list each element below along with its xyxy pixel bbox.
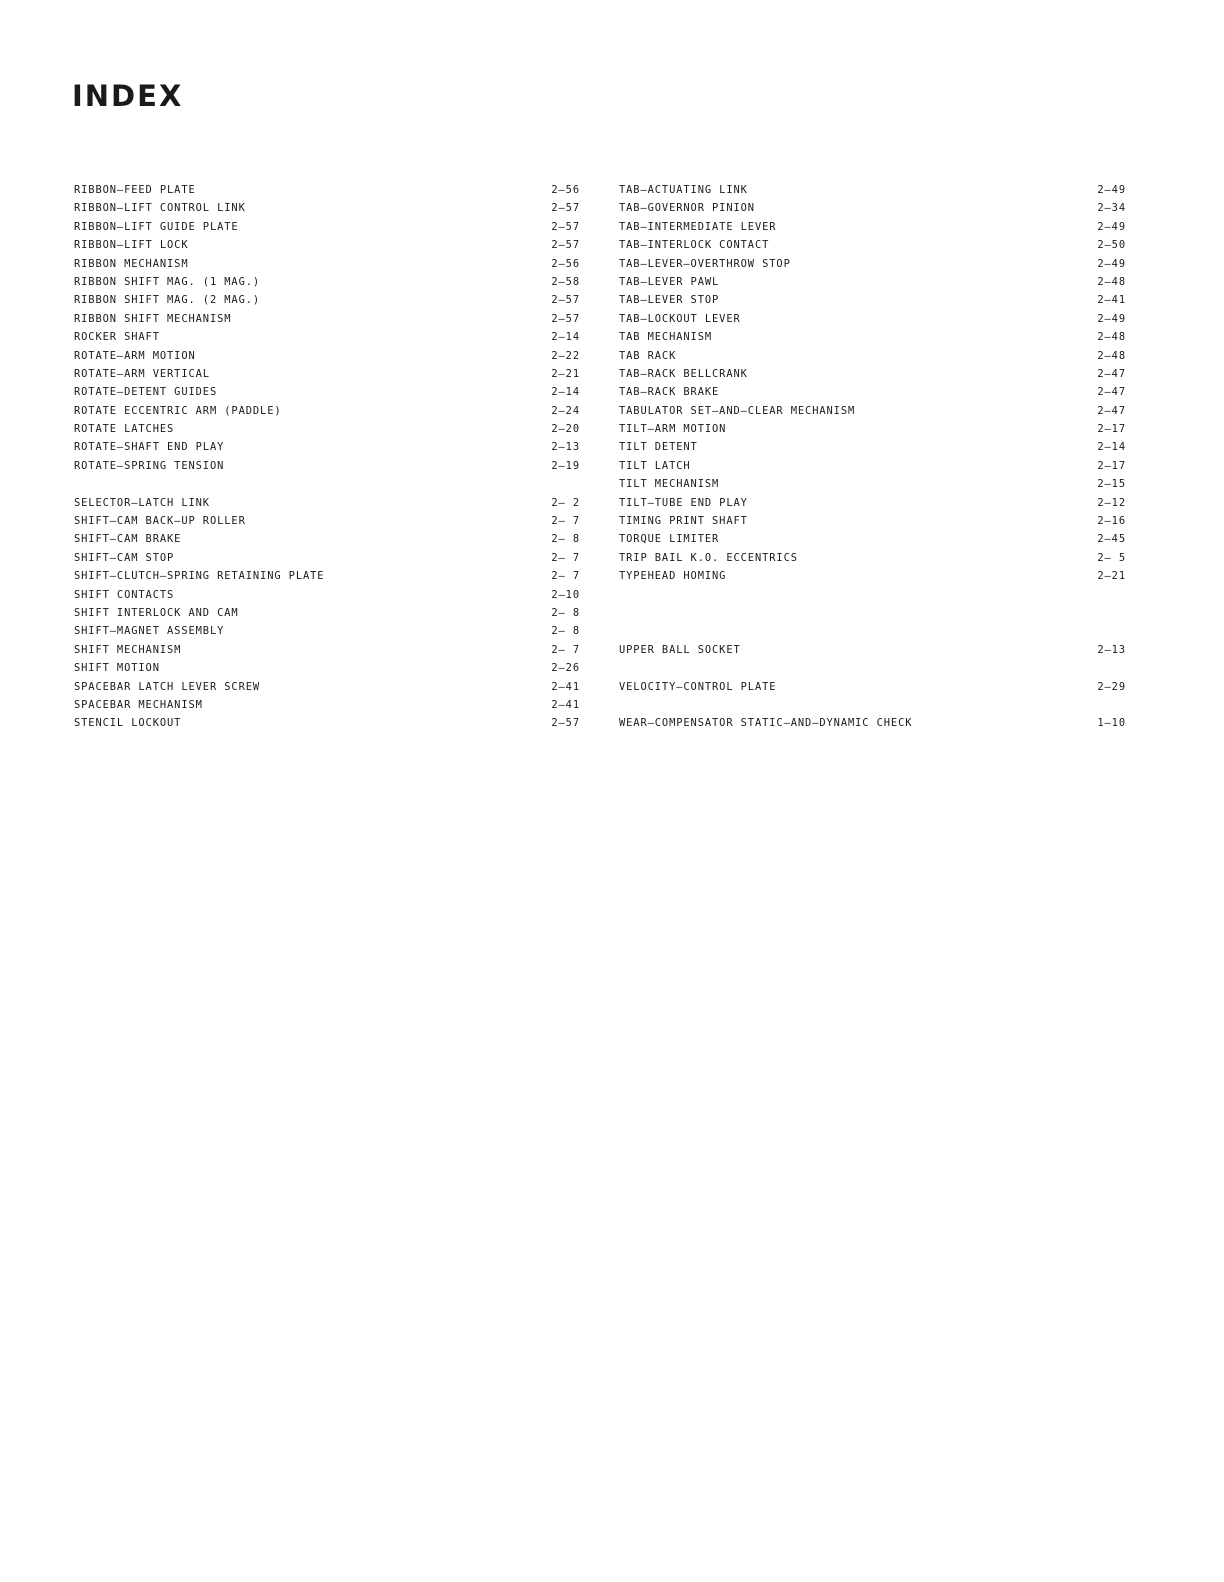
dot-leader [730, 567, 1082, 579]
dot-leader [164, 328, 536, 340]
index-entry [619, 641, 1126, 659]
index-page-ref: 2–14 [551, 331, 580, 344]
index-term: SHIFT–CAM BACK–UP ROLLER [74, 515, 246, 528]
index-entry [619, 365, 1126, 383]
index-term: ROTATE–ARM MOTION [74, 349, 196, 362]
index-page-ref: 2–21 [1097, 570, 1126, 583]
index-entry [619, 218, 1126, 236]
dot-leader [780, 218, 1082, 230]
index-entry [74, 438, 580, 456]
index-term: SHIFT–CAM BRAKE [74, 533, 182, 546]
index-entry [74, 181, 580, 199]
dot-leader [328, 567, 536, 579]
index-term: ROTATE–ARM VERTICAL [74, 367, 210, 380]
index-entry [619, 347, 1126, 365]
dot-leader [723, 291, 1082, 303]
index-page-ref: 2–47 [1097, 367, 1126, 380]
index-entry [74, 696, 580, 714]
dot-leader [716, 328, 1082, 340]
index-entry [619, 475, 1126, 493]
index-entry [74, 291, 580, 309]
index-page-ref: 2– 7 [551, 551, 580, 564]
index-entry [74, 494, 580, 512]
index-entry [619, 199, 1126, 217]
index-page-ref: 2–56 [551, 184, 580, 196]
index-term: TILT DETENT [619, 441, 698, 454]
index-term: TAB–INTERMEDIATE LEVER [619, 220, 777, 233]
index-term: UPPER BALL SOCKET [619, 643, 741, 656]
index-term: RIBBON SHIFT MECHANISM [74, 312, 232, 325]
index-term: ROTATE–SHAFT END PLAY [74, 441, 225, 454]
dot-leader [228, 457, 536, 469]
dot-leader [795, 255, 1082, 267]
index-page-ref: 2–49 [1097, 184, 1126, 196]
dot-leader [185, 714, 536, 726]
dot-leader [250, 512, 536, 524]
index-term: TAB–ACTUATING LINK [619, 184, 748, 196]
index-term: RIBBON SHIFT MAG. (2 MAG.) [74, 294, 261, 307]
index-term: TORQUE LIMITER [619, 533, 720, 546]
index-term: RIBBON–LIFT CONTROL LINK [74, 202, 246, 215]
index-entry [619, 255, 1126, 273]
index-term: SHIFT MECHANISM [74, 643, 182, 656]
index-entry [619, 383, 1126, 401]
dot-leader [859, 402, 1082, 414]
index-term: TAB RACK [619, 349, 677, 362]
index-page-ref: 2–48 [1097, 275, 1126, 288]
index-page-ref: 2–57 [551, 312, 580, 325]
index-entry [619, 273, 1126, 291]
index-term: TILT LATCH [619, 459, 691, 472]
section-gap [74, 475, 580, 493]
section-gap [619, 586, 1126, 623]
index-page-ref: 2–48 [1097, 331, 1126, 344]
dot-leader [759, 199, 1082, 211]
dot-leader [730, 420, 1082, 432]
index-term: TABULATOR SET–AND–CLEAR MECHANISM [619, 404, 856, 417]
index-entry [74, 567, 580, 585]
index-term: SHIFT INTERLOCK AND CAM [74, 606, 239, 619]
index-page-ref: 2–49 [1097, 257, 1126, 270]
dot-leader [695, 457, 1082, 469]
index-term: TILT–TUBE END PLAY [619, 496, 748, 509]
index-entry [619, 714, 1126, 732]
index-term: SHIFT–CAM STOP [74, 551, 175, 564]
index-page-ref: 2–13 [551, 441, 580, 454]
index-term: SELECTOR–LATCH LINK [74, 496, 210, 509]
dot-leader [185, 530, 536, 542]
index-page-ref: 2–50 [1097, 239, 1126, 252]
index-term: TIMING PRINT SHAFT [619, 515, 748, 528]
index-page-ref: 2–29 [1097, 680, 1126, 693]
index-term: ROTATE LATCHES [74, 423, 175, 436]
dot-leader [752, 181, 1082, 193]
dot-leader [723, 475, 1082, 487]
dot-leader [178, 586, 536, 598]
index-term: TAB–INTERLOCK CONTACT [619, 239, 770, 252]
index-term: TYPEHEAD HOMING [619, 570, 727, 583]
page-title: INDEX [72, 79, 184, 113]
index-entry [619, 328, 1126, 346]
index-page-ref: 2–10 [551, 588, 580, 601]
index-term: TILT MECHANISM [619, 478, 720, 491]
index-page-ref: 2– 2 [551, 496, 580, 509]
index-page-ref: 2–41 [1097, 294, 1126, 307]
dot-leader [745, 641, 1082, 653]
index-page-ref: 2–48 [1097, 349, 1126, 362]
index-page-ref: 2–41 [551, 698, 580, 711]
dot-leader [243, 604, 536, 616]
index-entry [74, 236, 580, 254]
dot-leader [802, 549, 1082, 561]
index-page-ref: 2–15 [1097, 478, 1126, 491]
dot-leader [264, 273, 536, 285]
index-term: TAB–LEVER STOP [619, 294, 720, 307]
index-page-ref: 2– 7 [551, 570, 580, 583]
index-term: WEAR–COMPENSATOR STATIC–AND–DYNAMIC CHECK [619, 717, 913, 730]
index-entry [619, 512, 1126, 530]
dot-leader [221, 383, 536, 395]
index-page-ref: 2– 8 [551, 533, 580, 546]
index-entry [74, 586, 580, 604]
dot-leader [916, 714, 1082, 726]
dot-leader [702, 438, 1082, 450]
index-term: RIBBON–LIFT GUIDE PLATE [74, 220, 239, 233]
index-term: SHIFT–MAGNET ASSEMBLY [74, 625, 225, 638]
index-entry [74, 678, 580, 696]
index-entry [74, 273, 580, 291]
index-page-ref: 2–57 [551, 239, 580, 252]
index-term: SPACEBAR MECHANISM [74, 698, 203, 711]
index-page-ref: 2–58 [551, 275, 580, 288]
index-entry [74, 255, 580, 273]
index-term: ROTATE ECCENTRIC ARM (PADDLE) [74, 404, 282, 417]
dot-leader [228, 438, 536, 450]
dot-leader [723, 273, 1082, 285]
index-term: SHIFT MOTION [74, 662, 160, 675]
dot-leader [745, 310, 1082, 322]
index-term: SPACEBAR LATCH LEVER SCREW [74, 680, 261, 693]
index-page-ref: 2–20 [551, 423, 580, 436]
index-entry [619, 310, 1126, 328]
index-entry [74, 604, 580, 622]
index-entry [74, 365, 580, 383]
dot-leader [780, 678, 1082, 690]
index-entry [74, 457, 580, 475]
dot-leader [164, 659, 536, 671]
index-entry [74, 659, 580, 677]
index-entry [74, 328, 580, 346]
index-term: TRIP BAIL K.O. ECCENTRICS [619, 551, 798, 564]
index-entry [74, 622, 580, 640]
dot-leader [723, 530, 1082, 542]
dot-leader [752, 365, 1082, 377]
index-entry [74, 383, 580, 401]
index-page-ref: 2–14 [1097, 441, 1126, 454]
index-page-ref: 2– 8 [551, 625, 580, 638]
index-page-ref: 2– 7 [551, 515, 580, 528]
dot-leader [264, 291, 536, 303]
index-entry [619, 291, 1126, 309]
index-term: VELOCITY–CONTROL PLATE [619, 680, 777, 693]
index-entry [74, 199, 580, 217]
dot-leader [752, 494, 1082, 506]
index-page-ref: 2–57 [551, 220, 580, 233]
index-term: SHIFT CONTACTS [74, 588, 175, 601]
dot-leader [752, 512, 1082, 524]
index-page-ref: 2–17 [1097, 459, 1126, 472]
index-page-ref: 2–57 [551, 202, 580, 215]
dot-leader [250, 199, 536, 211]
dot-leader [214, 494, 536, 506]
index-page-ref: 2–34 [1097, 202, 1126, 215]
index-page-ref: 2–19 [551, 459, 580, 472]
index-term: RIBBON–LIFT LOCK [74, 239, 189, 252]
index-page-ref: 2– 8 [551, 606, 580, 619]
index-page-ref: 1–10 [1097, 717, 1126, 730]
index-entry [74, 402, 580, 420]
dot-leader [680, 347, 1082, 359]
index-entry [74, 641, 580, 659]
index-page-ref: 2–12 [1097, 496, 1126, 509]
index-entry [619, 494, 1126, 512]
index-page-ref: 2–47 [1097, 404, 1126, 417]
index-page-ref: 2–21 [551, 367, 580, 380]
index-page-ref: 2– 7 [551, 643, 580, 656]
index-entry [619, 549, 1126, 567]
index-column-left [74, 181, 580, 733]
index-entry [619, 457, 1126, 475]
index-entry [619, 420, 1126, 438]
index-term: TAB–RACK BRAKE [619, 386, 720, 399]
index-page-ref: 2–16 [1097, 515, 1126, 528]
index-term: TAB–LEVER PAWL [619, 275, 720, 288]
index-entry [74, 310, 580, 328]
index-term: SHIFT–CLUTCH–SPRING RETAINING PLATE [74, 570, 325, 583]
dot-leader [286, 402, 536, 414]
dot-leader [228, 622, 536, 634]
index-page-ref: 2–57 [551, 294, 580, 307]
index-term: STENCIL LOCKOUT [74, 717, 182, 730]
index-term: RIBBON MECHANISM [74, 257, 189, 270]
index-page-ref: 2– 5 [1097, 551, 1126, 564]
dot-leader [207, 696, 536, 708]
index-entry [74, 530, 580, 548]
index-entry [619, 438, 1126, 456]
index-term: ROTATE–SPRING TENSION [74, 459, 225, 472]
dot-leader [214, 365, 536, 377]
dot-leader [773, 236, 1082, 248]
index-entry [619, 678, 1126, 696]
index-entry [74, 549, 580, 567]
index-term: TILT–ARM MOTION [619, 423, 727, 436]
index-page-ref: 2–45 [1097, 533, 1126, 546]
index-page-ref: 2–14 [551, 386, 580, 399]
index-entry [74, 347, 580, 365]
index-page-ref: 2–49 [1097, 312, 1126, 325]
index-term: TAB–LOCKOUT LEVER [619, 312, 741, 325]
section-gap [619, 622, 1126, 640]
index-entry [619, 236, 1126, 254]
index-entry [74, 420, 580, 438]
index-entry [619, 181, 1126, 199]
index-page-ref: 2–17 [1097, 423, 1126, 436]
index-page-ref: 2–56 [551, 257, 580, 270]
index-page-ref: 2–24 [551, 404, 580, 417]
index-entry [619, 402, 1126, 420]
index-term: TAB–RACK BELLCRANK [619, 367, 748, 380]
dot-leader [193, 255, 537, 267]
index-page-ref: 2–13 [1097, 643, 1126, 656]
index-entry [619, 530, 1126, 548]
dot-leader [723, 383, 1082, 395]
index-term: ROCKER SHAFT [74, 331, 160, 344]
index-page-ref: 2–49 [1097, 220, 1126, 233]
index-term: RIBBON–FEED PLATE [74, 184, 196, 196]
index-term: TAB–GOVERNOR PINION [619, 202, 755, 215]
section-gap [619, 696, 1126, 714]
index-term: TAB–LEVER–OVERTHROW STOP [619, 257, 791, 270]
index-page-ref: 2–26 [551, 662, 580, 675]
index-page-ref: 2–22 [551, 349, 580, 362]
index-column-right [619, 181, 1126, 733]
index-term: RIBBON SHIFT MAG. (1 MAG.) [74, 275, 261, 288]
index-entry [74, 714, 580, 732]
index-entry [74, 218, 580, 236]
dot-leader [200, 181, 536, 193]
dot-leader [200, 347, 536, 359]
dot-leader [243, 218, 536, 230]
index-entry [74, 512, 580, 530]
dot-leader [178, 420, 536, 432]
section-gap [619, 659, 1126, 677]
dot-leader [185, 641, 536, 653]
index-page-ref: 2–57 [551, 717, 580, 730]
dot-leader [193, 236, 537, 248]
index-page-ref: 2–41 [551, 680, 580, 693]
index-page-ref: 2–47 [1097, 386, 1126, 399]
dot-leader [178, 549, 536, 561]
dot-leader [264, 678, 536, 690]
index-entry [619, 567, 1126, 585]
index-term: ROTATE–DETENT GUIDES [74, 386, 218, 399]
index-term: TAB MECHANISM [619, 331, 713, 344]
dot-leader [235, 310, 536, 322]
